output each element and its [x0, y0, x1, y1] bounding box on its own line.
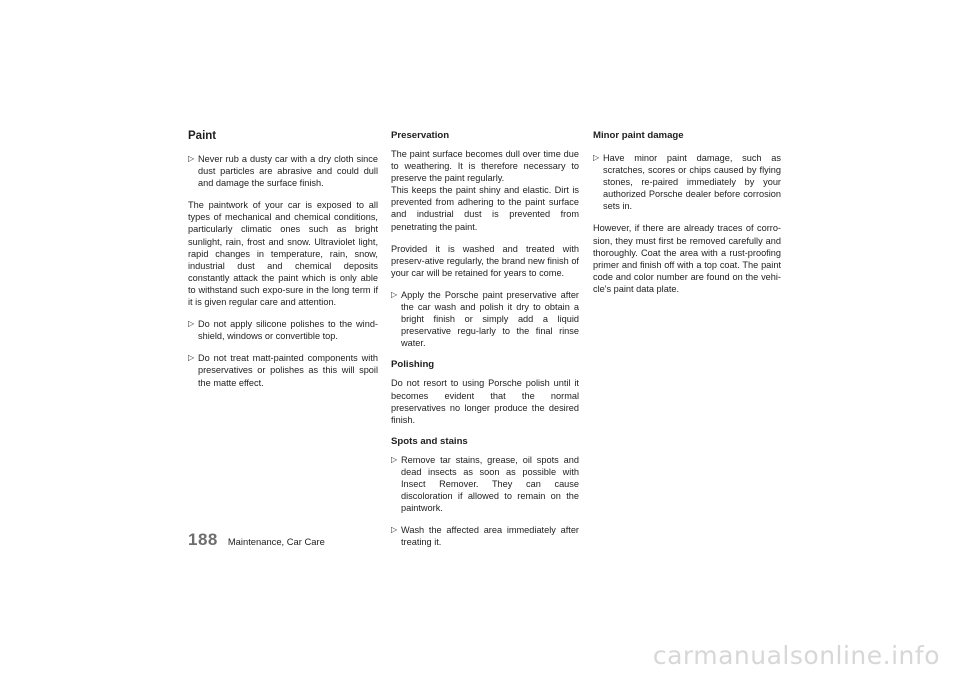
- bullet-silicone: [188, 318, 378, 342]
- bullet-dry-cloth: [188, 153, 378, 189]
- bullet-text: Have minor paint damage, such as scratches, scores or chips caused by flying stones, re-paired immediately by your authorized Porsche dealer before corrosion sets in.: [603, 153, 781, 212]
- bullet-matt-painted: [188, 352, 378, 388]
- page-number: 188: [188, 530, 218, 549]
- bullet-text: Do not treat matt-painted components with preservatives or polishes as this will spoil the matte effect.: [198, 353, 378, 388]
- bullet-text: Apply the Porsche paint preservative after the car wash and polish it dry to obtain a bright finish or simply add a liquid preservative regu-larly to the final rinse water.: [401, 289, 579, 349]
- bullet-triangle-icon: ▷: [391, 525, 398, 535]
- page-footer: [188, 530, 325, 550]
- bullet-triangle-icon: ▷: [391, 289, 398, 299]
- column-left: [188, 130, 378, 399]
- paragraph-corrosion: However, if there are already traces of corro-sion, they must first be removed carefully and thoroughly. Coat the area with a rust-proofing primer and finish off with a top coat. The paint code and color number are found on the vehi-cle's paint data plate.: [593, 223, 781, 294]
- bullet-triangle-icon: ▷: [188, 319, 195, 329]
- bullet-tar-stains: [391, 454, 579, 514]
- heading-minor-paint-damage: Minor paint damage: [593, 130, 684, 141]
- watermark: carmanualsonline.info: [652, 641, 940, 670]
- section-title: Maintenance, Car Care: [227, 536, 325, 547]
- column-middle: [391, 130, 579, 558]
- heading-polishing: Polishing: [391, 359, 435, 371]
- paragraph-shiny: This keeps the paint shiny and elastic. Dirt is prevented from adhering to the paint surface and industrial dust is prevented from penetrating the paint.: [391, 185, 579, 232]
- bullet-triangle-icon: ▷: [188, 154, 195, 163]
- bullet-preservative: [391, 289, 579, 349]
- column-right: [593, 130, 781, 305]
- paragraph-provided: Provided it is washed and treated with preserv-ative regularly, the brand new finish of your car will be retained for years to come.: [391, 243, 579, 278]
- bullet-triangle-icon: ▷: [188, 353, 195, 363]
- bullet-text: Remove tar stains, grease, oil spots and dead insects as soon as possible with Insect Remover. They can cause discoloration if allowed to remain on the paintwork.: [401, 454, 579, 514]
- paragraph-paintwork: The paintwork of your car is exposed to all types of mechanical and chemical conditions, particularly climatic ones such as bright sunlight, rain, frost and snow. Ultraviolet light, rapid changes in temperature, rain, snow, industrial dust and chemical deposits constantly attack the paint which is only able to withstand such expo-sure in the long term if it is given regular care and attention.: [188, 200, 378, 308]
- heading-spots-stains: Spots and stains: [391, 435, 468, 447]
- bullet-minor-damage: [593, 152, 781, 212]
- heading-paint: Paint: [188, 130, 217, 142]
- paragraph-dull: The paint surface becomes dull over time due to weathering. It is therefore necessary to preserve the paint regularly.: [391, 149, 579, 184]
- heading-preservation: Preservation: [391, 130, 450, 141]
- bullet-wash-area: [391, 524, 579, 548]
- bullet-triangle-icon: ▷: [593, 153, 600, 162]
- bullet-text: Wash the affected area immediately after treating it.: [401, 525, 579, 548]
- paragraph-polish: Do not resort to using Porsche polish until it becomes evident that the normal preservatives no longer produce the desired finish.: [391, 378, 579, 425]
- bullet-triangle-icon: ▷: [391, 454, 398, 464]
- bullet-text: Do not apply silicone polishes to the wind-shield, windows or convertible top.: [198, 319, 378, 342]
- bullet-text: Never rub a dusty car with a dry cloth since dust particles are abrasive and could dull and damage the surface finish.: [198, 154, 378, 189]
